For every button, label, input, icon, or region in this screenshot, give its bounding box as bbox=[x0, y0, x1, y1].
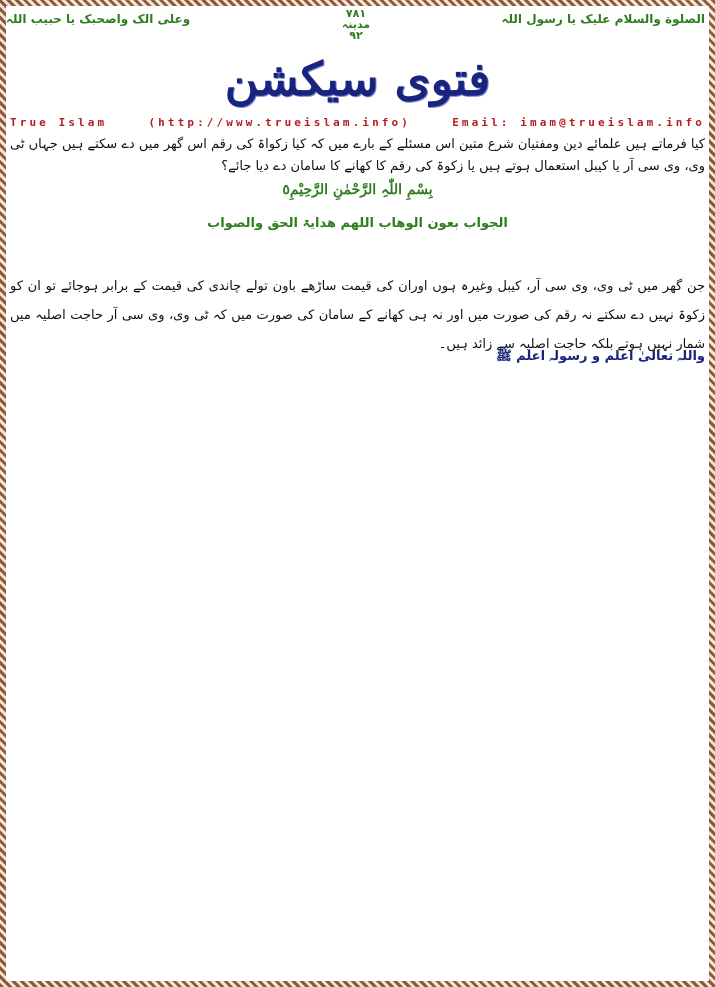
site-info-line bbox=[10, 116, 705, 129]
bismillah: بِسْمِ اللّٰہِ الرَّحْمٰنِ الرَّحِیْمِ٥ bbox=[282, 182, 433, 198]
site-url-link[interactable]: (http://www.trueislam.info) bbox=[148, 116, 411, 129]
right-salutation: الصلوة والسلام علیک یا رسول اللہ bbox=[501, 12, 705, 26]
site-name: True Islam bbox=[10, 116, 108, 129]
fatwa-number-block bbox=[326, 8, 386, 41]
answer-heading: الجواب بعون الوھاب اللھم ھدایۃ الحق والصواب bbox=[207, 216, 508, 231]
page-title: فتوی سیکشن bbox=[224, 52, 491, 106]
fatwa-series: ۹۲ bbox=[349, 29, 363, 42]
left-salutation: وعلی الک واصحبک یا حبیب اللہ bbox=[6, 12, 191, 26]
question-text: کیا فرماتے ہیں علمائے دین ومفتیان شرع متین اس مسئلے کے بارے میں کہ کیا زکواۃ کی رقم اس گھر میں دے سکتے ہیں جہاں ٹی وی، وی سی آر یا کیبل استعمال ہوتے ہیں یا زکوۃ کی رقم کا کھانے کا سامان دے دیا جائے؟ bbox=[10, 137, 705, 174]
closing-line: واللہ تعالیٰ اعلم و رسولہ اعلم ﷺ bbox=[495, 349, 705, 364]
fatwa-page bbox=[6, 6, 709, 981]
answer-text: جن گھر میں ٹی وی، وی سی آر، کیبل وغیرہ ہوں اوران کی قیمت ساڑھے باون تولے چاندی کی قیمت کے برابر ہوجائے تو ان کو زکوۃ نہیں دے سکتے نہ رقم کی صورت میں اور نہ ہی کھانے کے سامان کی صورت میں کہ ٹی وی، وی سی آر حاجت اصلیہ میں شمار نہیں ہوتے بلکہ حاجت اصلیہ سے زائد ہیں۔ bbox=[10, 279, 705, 352]
fatwa-location: مدینہ bbox=[341, 18, 371, 31]
site-email-link[interactable]: Email: imam@trueislam.info bbox=[452, 116, 705, 129]
fatwa-number: ۷۸۱ bbox=[345, 7, 367, 20]
